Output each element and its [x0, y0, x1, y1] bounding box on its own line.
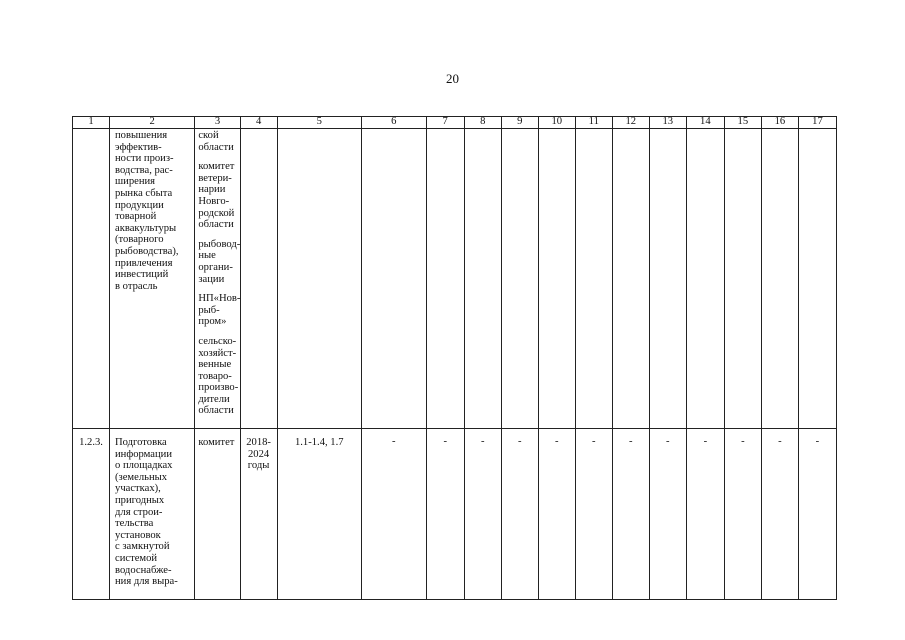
executor-entry [198, 336, 237, 417]
value-cell [761, 129, 798, 429]
column-number-header: 12 [612, 117, 649, 129]
column-number-header: 2 [110, 117, 195, 129]
text-line: о площадках [115, 460, 173, 472]
text-line: рыбоводства), [115, 245, 179, 257]
period-cell [240, 429, 277, 600]
column-number-header: 6 [361, 117, 426, 129]
text-line: (земельных [115, 471, 168, 483]
column-number-header: 10 [538, 117, 575, 129]
value-cell: - [538, 429, 575, 600]
text-line: произво- [198, 382, 239, 394]
text-line: ния для выра- [115, 576, 178, 588]
text-line: товарной [115, 211, 157, 223]
value-cell: - [649, 429, 686, 600]
text-line: ской [198, 130, 219, 141]
table-row [73, 129, 837, 429]
text-line: зации [198, 273, 225, 285]
text-line: ширения [115, 176, 156, 188]
column-number-header: 5 [277, 117, 361, 129]
executor-entry [198, 130, 237, 153]
value-cell [612, 129, 649, 429]
value-cell [724, 129, 761, 429]
column-number-header: 7 [426, 117, 464, 129]
text-line: венные [198, 359, 232, 371]
value-cell: - [612, 429, 649, 600]
value-cell [464, 129, 501, 429]
period-cell [240, 129, 277, 429]
text-line: Подготовка [115, 437, 167, 448]
text-line: тельства [115, 518, 154, 530]
text-line: Новго- [198, 195, 230, 207]
table-row [73, 429, 837, 600]
text-line: хозяйст- [198, 347, 237, 359]
text-line: ные [198, 250, 216, 262]
text-line: системой [115, 552, 158, 564]
text-line: установок [115, 529, 161, 541]
value-cell [426, 129, 464, 429]
text-line: с замкнутой [115, 541, 170, 553]
text-line: НП«Нов- [198, 293, 241, 305]
value-cell: - [361, 429, 426, 600]
measure-name-cell [110, 129, 195, 429]
value-cell [361, 129, 426, 429]
text-line: водства, рас- [115, 164, 173, 176]
text-line: пром» [198, 316, 227, 328]
column-number-header: 1 [73, 117, 110, 129]
text-line: привлечения [115, 257, 173, 269]
value-cell: - [426, 429, 464, 600]
value-cell: - [575, 429, 612, 600]
text-line: области [198, 219, 234, 231]
text-line: товаро- [198, 370, 232, 382]
executor-entry [198, 161, 237, 231]
page-number: 20 [446, 71, 459, 86]
text-line: рынка сбыта [115, 187, 173, 199]
row-number-cell [73, 129, 110, 429]
column-number-header: 3 [195, 117, 240, 129]
text-line: рыб- [198, 304, 220, 316]
text-line: пригодных [115, 494, 165, 506]
value-cell [575, 129, 612, 429]
text-line: области [198, 405, 234, 417]
text-line: комитет [198, 161, 235, 173]
value-cell: - [798, 429, 836, 600]
column-number-header: 16 [761, 117, 798, 129]
indicator-cell [277, 129, 361, 429]
column-number-header: 11 [575, 117, 612, 129]
text-line: годы [247, 460, 270, 472]
text-line: органи- [198, 261, 233, 273]
column-number-header: 15 [724, 117, 761, 129]
value-cell [501, 129, 538, 429]
text-line: нарии [198, 184, 226, 196]
text-line: 2024 [248, 448, 270, 460]
value-cell: - [464, 429, 501, 600]
executor-cell [195, 129, 240, 429]
measure-name-cell [110, 429, 195, 600]
indicator-cell: 1.1-1.4, 1.7 [277, 429, 361, 600]
text-line: дители [198, 393, 230, 405]
text-line: сельско- [198, 335, 237, 347]
value-cell: - [724, 429, 761, 600]
text-line: участках), [115, 483, 161, 495]
value-cell [538, 129, 575, 429]
text-line: повышения [115, 130, 168, 141]
text-line: инвестиций [115, 269, 169, 281]
executor-entry [198, 293, 241, 328]
text-line: области [198, 141, 234, 153]
text-line: рыбовод- [198, 238, 241, 250]
value-cell [686, 129, 724, 429]
header-row [73, 117, 837, 129]
text-line: родской [198, 207, 235, 219]
column-number-header: 14 [686, 117, 724, 129]
column-number-header: 13 [649, 117, 686, 129]
column-number-header: 17 [798, 117, 836, 129]
text-line: аквакультуры [115, 222, 177, 234]
text-line: ветери- [198, 172, 232, 184]
text-line: ности произ- [115, 153, 174, 165]
plan-table [72, 116, 837, 600]
text-line: водоснабже- [115, 564, 172, 576]
value-cell: - [501, 429, 538, 600]
value-cell: - [686, 429, 724, 600]
value-cell [798, 129, 836, 429]
value-cell: - [761, 429, 798, 600]
value-cell [649, 129, 686, 429]
row-number-cell: 1.2.3. [73, 429, 110, 600]
text-line: эффектив- [115, 141, 162, 153]
text-line: 2018- [246, 437, 271, 448]
text-line: в отрасль [115, 280, 158, 292]
column-number-header: 9 [501, 117, 538, 129]
executor-entry [198, 238, 241, 285]
text-line: (товарного [115, 234, 164, 246]
text-line: информации [115, 448, 172, 460]
executor-cell: комитет [195, 429, 240, 600]
text-line: для строи- [115, 506, 163, 518]
text-line: продукции [115, 199, 164, 211]
column-number-header: 4 [240, 117, 277, 129]
column-number-header: 8 [464, 117, 501, 129]
